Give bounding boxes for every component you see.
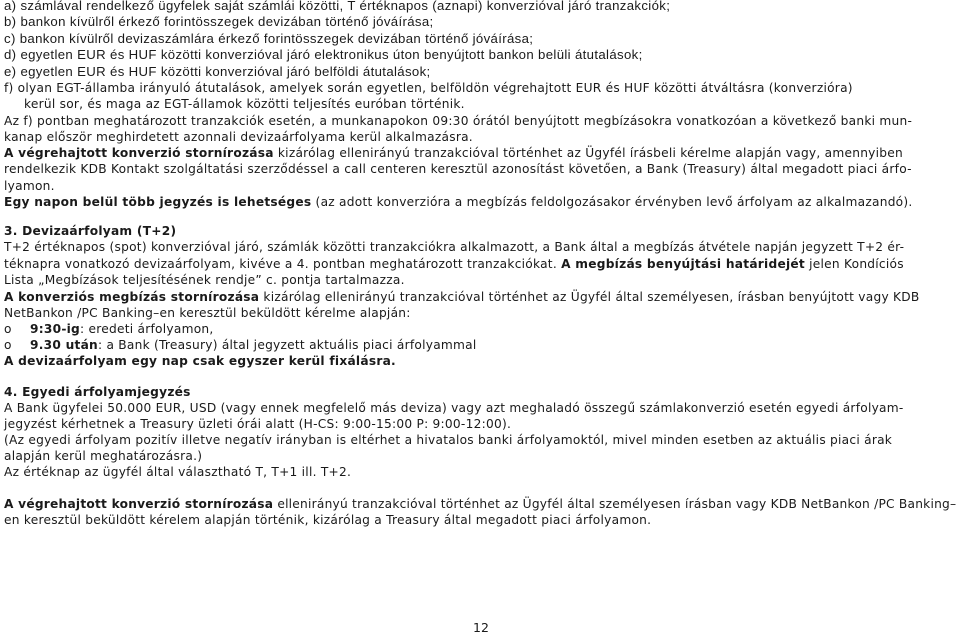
list-item-c: c) bankon kívülről devizaszámlára érkező forintösszegek devizában történő jóváírása;	[4, 31, 534, 46]
paragraph-line: jegyzést kérhetnek a Treasury üzleti órái alatt (H-CS: 9:00-15:00 P: 9:00-12:00).	[4, 417, 512, 431]
paragraph-line: kanap először meghirdetett azonnali devizaárfolyama kerül alkalmazásra.	[4, 130, 473, 144]
list-item-d: d) egyetlen EUR és HUF közötti konverzióval járó elektronikus úton benyújtott bankon belüli átutalások;	[4, 47, 643, 62]
storno-paragraph: A végrehajtott konverzió stornírozása ellenirányú tranzakcióval történhet az Ügyfél által személyesen írásban vagy KDB NetBankon /PC Banking–	[4, 497, 957, 511]
paragraph-line: en keresztül beküldött kérelem alapján történik, kizárólag a Treasury által megadott piaci árfolyamon.	[4, 513, 652, 527]
paragraph-line: rendelkezik KDB Kontakt szolgáltatási szerződéssel a call centeren keresztül azonosítást követően, a Bank (Treasury) által megadott piaci árfo-	[4, 162, 912, 176]
paragraph-line: Az f) pontban meghatározott tranzakciók esetén, a munkanapokon 09:30 órától benyújtott megbízásokra vonatkozóan a következő banki mun-	[4, 114, 913, 128]
storno-paragraph: A végrehajtott konverzió stornírozása kizárólag ellenirányú tranzakcióval történhet az Ügyfél írásbeli kérelme alapján vagy, amennyiben	[4, 146, 903, 160]
section-3-heading: 3. Devizaárfolyam (T+2)	[4, 224, 177, 238]
closing-statement: A devizaárfolyam egy nap csak egyszer kerül fixálásra.	[4, 354, 396, 368]
paragraph-line: T+2 értéknapos (spot) konverzióval járó, számlák közötti tranzakciókra alkalmazott, a Bank által a megbízás átvétele napján jegyzett T+2 ér-	[4, 240, 905, 254]
paragraph-line: (Az egyedi árfolyam pozitív illetve negatív irányban is eltérhet a hivatalos banki árfolyamoktól, mivel minden esetben az aktuális piaci árak	[4, 433, 893, 447]
section-4-heading: 4. Egyedi árfolyamjegyzés	[4, 385, 191, 399]
list-item-f: f) olyan EGT-államba irányuló átutalások, amelyek során egyetlen, belföldön végrehajtott EUR és HUF közötti átváltásra (konverzióra)	[4, 81, 853, 95]
list-item-f-cont: kerül sor, és maga az EGT-államok közötti teljesítés euróban történik.	[24, 97, 465, 111]
bullet-item: o 9:30-ig: eredeti árfolyamon,	[4, 322, 214, 336]
paragraph-line: Lista „Megbízások teljesítésének rendje” c. pontja tartalmazza.	[4, 273, 405, 287]
paragraph-line: lyamon.	[4, 179, 55, 193]
paragraph-line: Az értéknap az ügyfél által választható T, T+1 ill. T+2.	[4, 465, 352, 479]
storno-bold: A végrehajtott konverzió stornírozása	[4, 146, 274, 160]
paragraph-line: A Bank ügyfelei 50.000 EUR, USD (vagy ennek megfelelő más deviza) vagy azt meghaladó összegű számlakonverzió esetén egyedi árfolyam-	[4, 401, 904, 415]
paragraph-line: NetBankon /PC Banking–en keresztül beküldött kérelme alapján:	[4, 306, 411, 320]
list-item-e: e) egyetlen EUR és HUF közötti konverzióval járó belföldi átutalások;	[4, 64, 431, 79]
bullet-marker: o	[4, 322, 12, 336]
bullet-marker: o	[4, 338, 12, 352]
paragraph-line: téknapra vonatkozó devizaárfolyam, kivéve a 4. pontban meghatározott tranzakciókat. A megbízás benyújtási határidejét jelen Kondíciós	[4, 257, 904, 271]
list-item-a: a) számlával rendelkező ügyfelek saját számlái közötti, T értéknapos (aznapi) konverzióval járó tranzakciók;	[4, 0, 671, 13]
paragraph-line: alapján kerül meghatározásra.)	[4, 449, 203, 463]
page-number: 12	[473, 620, 489, 635]
bullet-item: o 9.30 után: a Bank (Treasury) által jegyzett aktuális piaci árfolyammal	[4, 338, 477, 352]
list-item-b: b) bankon kívülről érkező forintösszegek devizában történő jóváírása;	[4, 14, 434, 29]
multi-quote-paragraph: Egy napon belül több jegyzés is lehetséges (az adott konverzióra a megbízás feldolgozásakor érvényben levő árfolyam az alkalmazandó).	[4, 195, 913, 209]
storno-paragraph: A konverziós megbízás stornírozása kizárólag ellenirányú tranzakcióval történhet az Ügyfél által személyesen, írásban benyújtott vagy KDB	[4, 290, 920, 304]
